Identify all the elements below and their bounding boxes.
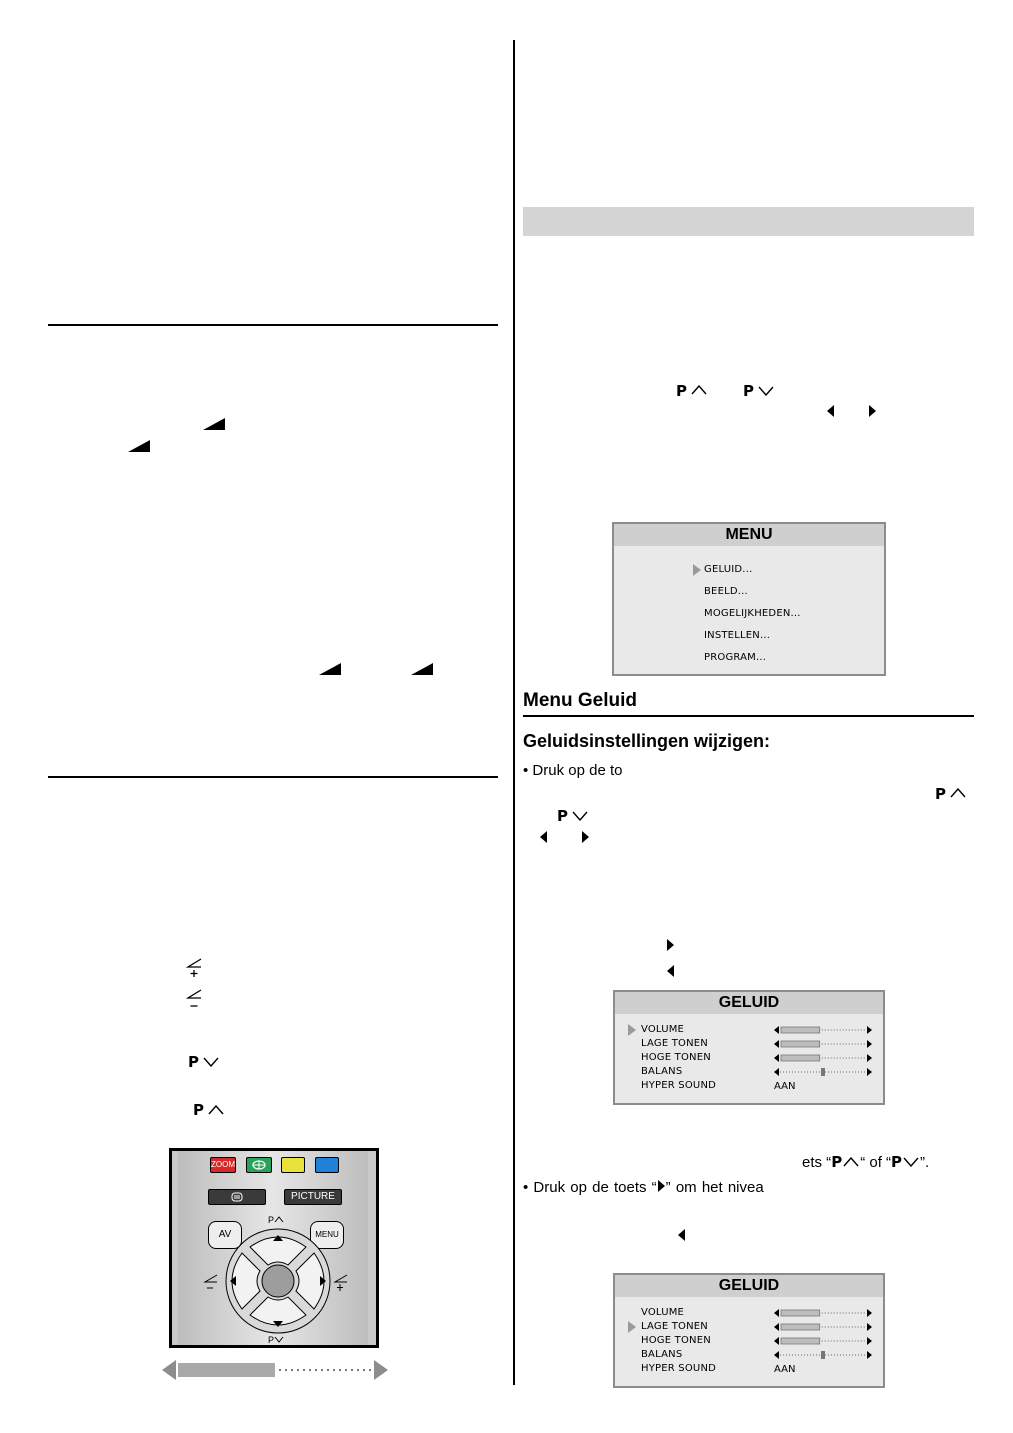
slider-fill [781,1027,820,1033]
main-menu-item[interactable]: GELUID... [704,564,753,575]
chevron-up-icon [208,1105,224,1115]
slider-left-arrow-icon [774,1068,779,1076]
volume-scale-bar [160,1358,390,1382]
blue-button[interactable] [315,1157,339,1173]
sound-menu-value: AAN [774,1081,796,1092]
menu-cursor-icon [628,1024,636,1036]
sound-menu-title: GELUID [615,1275,883,1297]
navigation-cross[interactable] [222,1227,334,1335]
right-arrow-icon [869,405,876,417]
instruction-text: • Druk op de toets “ ” om het nivea [523,1179,764,1196]
slider-left-arrow-icon [774,1337,779,1345]
slider-left-arrow-icon [774,1351,779,1359]
speaker-wedge-icon [411,663,433,675]
sound-menu-item[interactable]: BALANS [641,1349,683,1360]
slider-left-arrow-icon [774,1040,779,1048]
section-header-band [523,207,974,236]
chevron-up-icon [950,788,966,798]
sound-menu-item[interactable]: HOGE TONEN [641,1335,711,1346]
instruction-text: • Druk op de to [523,762,623,779]
slider-right-arrow-icon [867,1054,872,1062]
level-slider[interactable] [774,1066,872,1078]
slider-fill [781,1324,820,1330]
main-menu-panel [612,522,886,676]
speaker-wedge-icon [128,440,150,452]
right-arrow-icon [667,939,674,951]
sound-menu-item[interactable]: HYPER SOUND [641,1080,717,1091]
sound-menu-title: GELUID [615,992,883,1014]
sound-menu-item[interactable]: HOGE TONEN [641,1052,711,1063]
slider-fill [781,1310,820,1316]
slider-fill [781,1055,820,1061]
instruction-text: ets “P “ of “P ”. [802,1153,930,1171]
main-menu-title: MENU [614,524,884,546]
chevron-down-icon [203,1057,219,1067]
slider-right-arrow-icon [867,1040,872,1048]
slider-right-arrow-icon [867,1068,872,1076]
program-down-key: P [188,1054,199,1070]
level-slider[interactable] [774,1321,872,1333]
remote-control-illustration [169,1148,379,1348]
sound-menu-panel [613,1273,885,1388]
slider-fill [781,1041,820,1047]
sound-menu-panel [613,990,885,1105]
level-slider[interactable] [774,1052,872,1064]
main-menu-item[interactable]: INSTELLEN... [704,630,771,641]
chevron-down-icon [903,1157,919,1167]
chevron-up-icon [274,1216,284,1223]
enlarge-icon [251,1160,267,1170]
chevron-down-icon [274,1336,284,1343]
teletext-icon [231,1192,243,1202]
main-menu-item[interactable]: MOGELIJKHEDEN... [704,608,801,619]
slider-left-arrow-icon [774,1309,779,1317]
program-down-key: P [743,383,754,399]
zoom-button[interactable]: ZOOM [210,1157,236,1173]
main-menu-item[interactable]: PROGRAM... [704,652,767,663]
left-arrow-icon [827,405,834,417]
menu-cursor-icon [693,564,701,576]
section-title-rule [523,715,974,717]
chevron-down-icon [758,386,774,396]
slider-fill [781,1338,820,1344]
yellow-button[interactable] [281,1157,305,1173]
section-rule [48,324,498,326]
chevron-up-icon [691,385,707,395]
level-slider[interactable] [774,1024,872,1036]
program-up-key: P [935,786,946,802]
slider-right-arrow-icon [867,1351,872,1359]
left-arrow-icon [540,831,547,843]
green-button[interactable] [246,1157,272,1173]
menu-button[interactable]: MENU [310,1221,344,1249]
left-arrow-icon [678,1229,685,1241]
volume-minus-icon [185,988,205,1010]
chevron-down-icon [572,811,588,821]
right-arrow-icon [657,1180,666,1192]
section-rule [48,776,498,778]
p-down-label: P [268,1335,284,1345]
volume-plus-icon [185,957,205,977]
program-down-key: P [557,808,568,824]
section-title: Menu Geluid [523,690,637,711]
program-up-key: P [193,1102,204,1118]
menu-cursor-icon [628,1321,636,1333]
slider-knob[interactable] [821,1068,825,1076]
program-up-key: P [676,383,687,399]
slider-right-arrow-icon [867,1337,872,1345]
column-divider [513,40,515,1385]
level-slider[interactable] [774,1335,872,1347]
sound-menu-item[interactable]: HYPER SOUND [641,1363,717,1374]
p-up-label: P [268,1215,284,1225]
slider-right-arrow-icon [867,1323,872,1331]
chevron-up-icon [843,1157,859,1167]
level-slider[interactable] [774,1038,872,1050]
volume-minus-icon [202,1273,220,1291]
sound-menu-item[interactable]: BALANS [641,1066,683,1077]
slider-knob[interactable] [821,1351,825,1359]
left-arrow-icon [667,965,674,977]
level-slider[interactable] [774,1307,872,1319]
slider-left-arrow-icon [774,1054,779,1062]
sound-menu-item[interactable]: VOLUME [641,1024,685,1035]
slider-right-arrow-icon [867,1026,872,1034]
sound-menu-item[interactable]: LAGE TONEN [641,1038,708,1049]
sound-menu-item[interactable]: VOLUME [641,1307,685,1318]
sound-menu-item[interactable]: LAGE TONEN [641,1321,708,1332]
slider-left-arrow-icon [774,1323,779,1331]
slider-left-arrow-icon [774,1026,779,1034]
speaker-wedge-icon [203,418,225,430]
subsection-title: Geluidsinstellingen wijzigen: [523,731,771,751]
sound-menu-value: AAN [774,1364,796,1375]
volume-plus-icon [332,1273,350,1291]
speaker-wedge-icon [319,663,341,675]
teletext-button[interactable] [208,1189,266,1205]
av-button[interactable]: AV [208,1221,242,1249]
level-slider[interactable] [774,1349,872,1361]
slider-right-arrow-icon [867,1309,872,1317]
main-menu-item[interactable]: BEELD... [704,586,748,597]
right-arrow-icon [582,831,589,843]
picture-button[interactable]: PICTURE [284,1189,342,1205]
